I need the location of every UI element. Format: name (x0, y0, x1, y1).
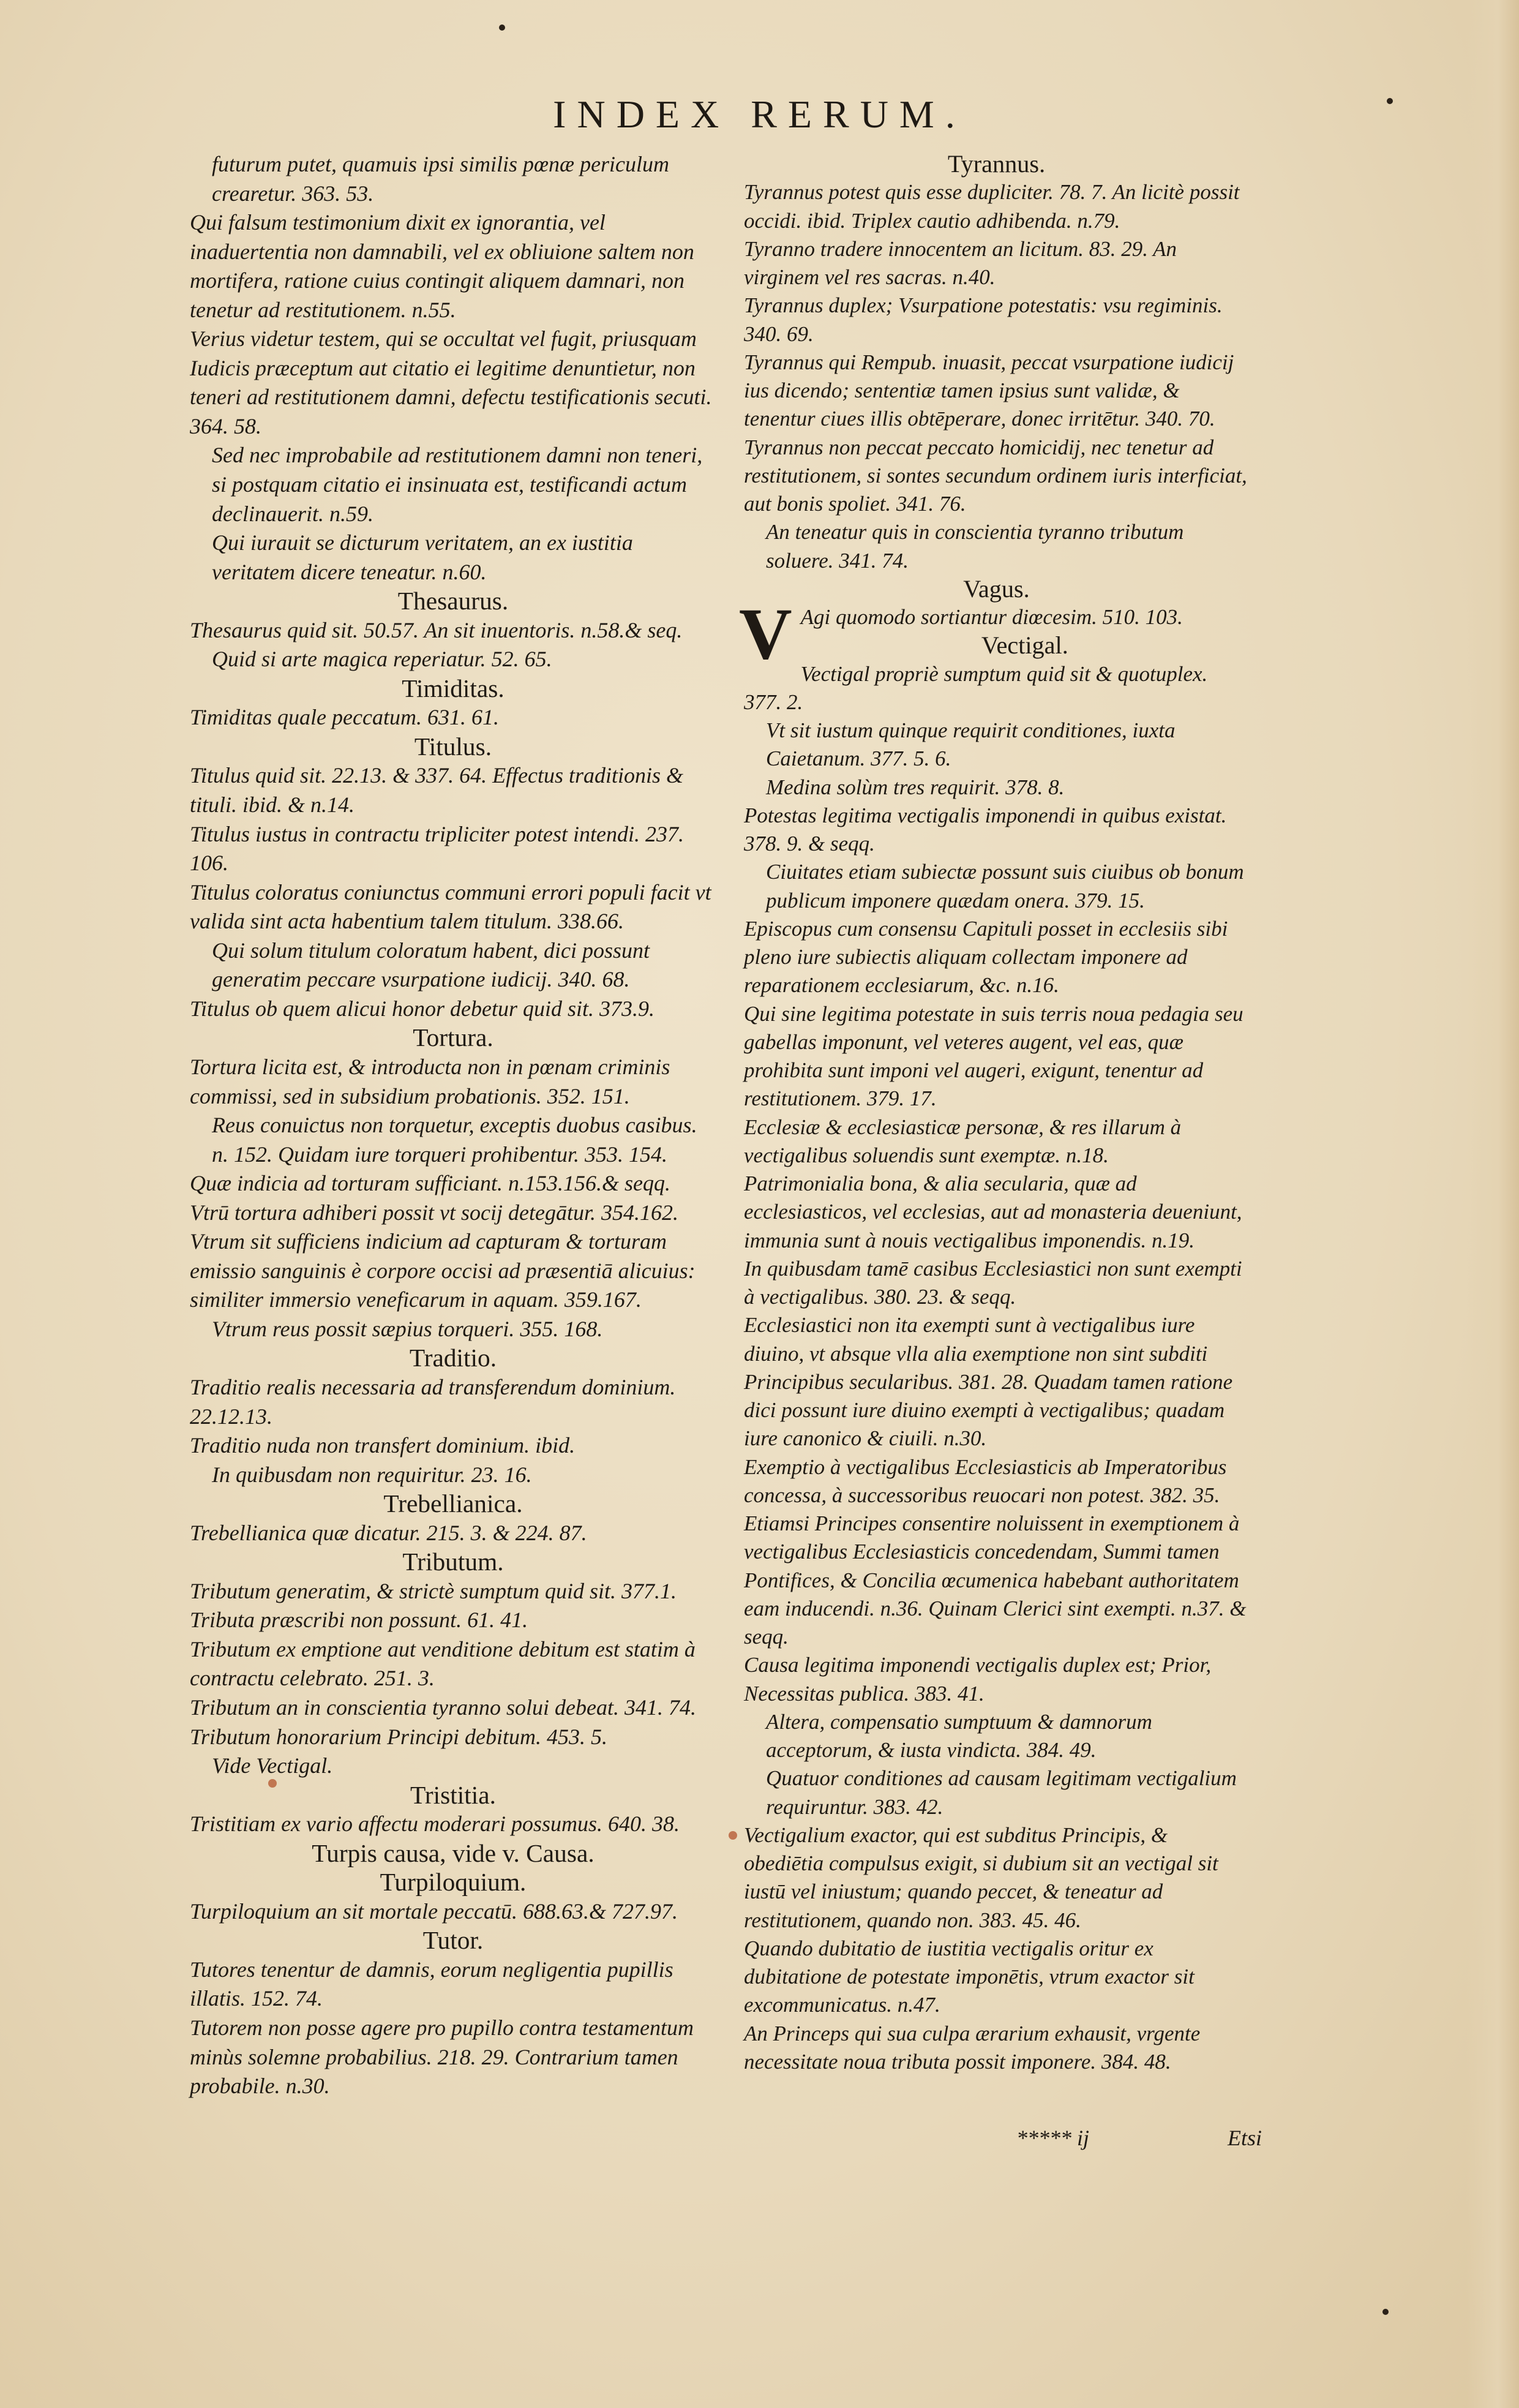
index-entry: Tributum generatim, & strictè sumptum quid sit. 377.1. (190, 1578, 677, 1603)
stain-mark (268, 1779, 277, 1788)
ink-speck (1382, 2309, 1389, 2315)
index-entry: Vtrum reus possit sæpius torqueri. 355. 168. (212, 1316, 603, 1341)
index-entry: Thesaurus quid sit. 50.57. An sit inuentoris. n.58.& seq. (190, 617, 683, 642)
index-entry: Vtrū tortura adhiberi possit vt socij detegātur. 354.162. (190, 1200, 678, 1225)
index-entry: Sed nec improbabile ad restitutionem damni non teneri, si postquam citatio ei insinuata est, testificandi actum declinauerit. n.59. (212, 443, 703, 526)
index-entry: Tyrannus potest quis esse dupliciter. 78. 7. An licitè possit occidi. ibid. Triplex cautio adhibenda. n.79. (744, 180, 1240, 233)
index-entry: In quibusdam tamē casibus Ecclesiastici non sunt exempti à vectigalibus. 380. 23. & seqq. (744, 1256, 1242, 1309)
index-heading: Tortura. (413, 1023, 493, 1052)
index-entry: Vt sit iustum quinque requirit conditiones, iuxta Caietanum. 377. 5. 6. (766, 718, 1176, 771)
index-entry: Tutores tenentur de damnis, eorum negligentia pupillis illatis. 152. 74. (190, 1957, 673, 2011)
index-entry: Altera, compensatio sumptuum & damnorum acceptorum, & iusta vindicta. 384. 49. (766, 1709, 1152, 1762)
catchword: Etsi (1228, 2126, 1262, 2150)
stain-mark (729, 1831, 737, 1840)
index-entry: An Princeps qui sua culpa ærarium exhausit, vrgente necessitate noua tributa possit imponere. 384. 48. (744, 2021, 1201, 2074)
left-column (190, 150, 716, 2101)
index-entry: Qui sine legitima potestate in suis terris noua pedagia seu gabellas imponunt, vel veteres augent, vel eas, quæ prohibita sunt imponi vel augeri, exigunt, tenentur ad restitutionem. 379. 17. (744, 1001, 1243, 1111)
index-entry: Ciuitates etiam subiectæ possunt suis ciuibus ob bonum publicum imponere quædam onera. 379. 15. (766, 860, 1244, 912)
index-heading: Vectigal. (981, 631, 1068, 660)
index-entry: Qui falsum testimonium dixit ex ignorantia, vel inaduertentia non damnabili, vel ex obliuione saltem non mortifera, ratione cuius contingit aliquem damnari, non tenetur ad restitutionem. n.55. (190, 210, 694, 322)
index-entry: Potestas legitima vectigalis imponendi in quibus existat. 378. 9. & seqq. (744, 803, 1227, 856)
index-entry: Episcopus cum consensu Capituli posset in ecclesiis sibi pleno iure subiectis aliquam collectam imponere ad reparationem ecclesiarum, &c. n.16. (744, 916, 1228, 998)
index-entry: Titulus quid sit. 22.13. & 337. 64. Effectus traditionis & tituli. ibid. & n.14. (190, 763, 684, 818)
index-entry: Qui iurauit se dicturum veritatem, an ex iustitia veritatem dicere teneatur. n.60. (212, 530, 633, 584)
index-entry: Tributum an in conscientia tyranno solui debeat. 341. 74. (190, 1695, 696, 1720)
index-entry: Ecclesiastici non ita exempti sunt à vectigalibus iure diuino, vt absque vlla alia exemptione non sint subditi Principibus secularibus. 381. 28. Quadam tamen ratione dici possunt iure diuino exempti à vectigalibus; quadam iure canonico & ciuili. n.30. (744, 1313, 1233, 1451)
index-entry: Turpiloquium an sit mortale peccatū. 688.63.& 727.97. (190, 1898, 678, 1924)
index-entry: Titulus iustus in contractu tripliciter potest intendi. 237. 106. (190, 821, 684, 876)
index-heading: Timiditas. (402, 674, 504, 702)
index-heading: Turpis causa, vide v. Causa. (312, 1838, 594, 1867)
index-entry: Vtrum sit sufficiens indicium ad capturam & torturam emissio sanguinis è corpore occisi ad præsentiā alicuius: similiter immersio veneficarum in aquam. 359.167. (190, 1229, 696, 1312)
index-entry: futurum putet, quamuis ipsi similis pœnæ periculum crearetur. 363. 53. (212, 152, 670, 206)
index-entry: Titulus coloratus coniunctus communi errori populi facit vt valida sint acta habentium talem titulum. 338.66. (190, 879, 711, 934)
index-entry: Traditio nuda non transfert dominium. ibid. (190, 1433, 576, 1458)
entry-text: Agi quomodo sortiantur diœcesim. 510. 103. (800, 605, 1183, 629)
index-entry: Patrimonialia bona, & alia secularia, quæ ad ecclesiasticos, vel ecclesias, aut ad monasteria deueniunt, immunia sunt à nouis vectigalibus imponendis. n.19. (744, 1172, 1242, 1252)
index-entry: Tributum honorarium Principi debitum. 453. 5. (190, 1724, 608, 1749)
index-entry: Quid si arte magica reperiatur. 52. 65. (212, 647, 552, 672)
index-entry: Quando dubitatio de iustitia vectigalis oritur ex dubitatione de potestate imponētis, vtrum exactor sit excommunicatus. n.47. (744, 1936, 1195, 2017)
index-heading: Tutor. (422, 1926, 484, 1955)
index-heading: Vagus. (963, 574, 1030, 603)
index-entry: Reus conuictus non torquetur, exceptis duobus casibus. n. 152. Quidam iure torqueri prohibentur. 353. 154. (212, 1113, 697, 1167)
index-entry: Tyrannus duplex; Vsurpatione potestatis: vsu regiminis. 340. 69. (744, 293, 1223, 346)
index-entry: Exemptio à vectigalibus Ecclesiasticis ab Imperatoribus concessa, à successoribus reuocari non potest. 382. 35. (744, 1454, 1227, 1507)
index-entry: Tortura licita est, & introducta non in pœnam criminis commissi, sed in subsidium probationis. 352. 151. (190, 1054, 670, 1108)
index-entry: Vectigalium exactor, qui est subditus Principis, & obediētia compulsus exigit, si dubium sit an vectigal sit iustū vel iniustum; quando peccet, & teneatur ad restitutionem, quando non. 383. 45. 46. (744, 1823, 1218, 1932)
index-entry: Tutorem non posse agere pro pupillo contra testamentum minùs solemne probabilius. 218. 29. Contrarium tamen probabile. n.30. (190, 2015, 694, 2099)
index-heading: Turpiloquium. (380, 1868, 527, 1897)
index-entry: Ecclesiæ & ecclesiasticæ personæ, & res illarum à vectigalibus soluendis sunt exemptæ. n.18. (744, 1115, 1182, 1167)
index-entry: Tristitiam ex vario affectu moderari possumus. 640. 38. (190, 1812, 680, 1837)
index-entry: Tyrannus non peccat peccato homicidij, nec tenetur ad restitutionem, si sontes secundum ordinem iuris interficiat, aut bonis spoliet. 341. 76. (744, 435, 1247, 516)
index-heading: Tyrannus. (947, 150, 1046, 178)
signature-mark: ***** ij (1016, 2126, 1090, 2150)
index-entry: Vectigal propriè sumptum quid sit & quotuplex. 377. 2. (744, 661, 1208, 714)
running-header: INDEX RERUM. (553, 92, 966, 136)
page-edge (1466, 0, 1519, 2408)
index-entry: Vide Vectigal. (212, 1753, 333, 1778)
index-entry: Tributa præscribi non possunt. 61. 41. (190, 1608, 528, 1633)
index-entry: In quibusdam non requiritur. 23. 16. (212, 1462, 532, 1487)
index-entry: Etiamsi Principes consentire noluissent in exemptionem à vectigalibus Ecclesiasticis concedendam, Summi tamen Pontifices, & Concilia œcumenica habebant authoritatem eam inducendi. n.36. Quinam Clerici sint exempti. n.37. & seqq. (744, 1511, 1247, 1649)
index-heading: Trebellianica. (383, 1489, 523, 1518)
index-entry: Tributum ex emptione aut venditione debitum est statim à contractu celebrato. 251. 3. (190, 1636, 696, 1691)
index-entry: Verius videtur testem, qui se occultat vel fugit, priusquam Iudicis præceptum aut citatio ei legitime denuntietur, non teneri ad restitutionem damni, defectu testificationis secuti. 364. 58. (190, 326, 712, 438)
index-entry: Trebellianica quæ dicatur. 215. 3. & 224. 87. (190, 1520, 587, 1545)
index-entry: Tyranno tradere innocentem an licitum. 83. 29. An virginem vel res sacras. n.40. (744, 236, 1177, 289)
index-heading: Traditio. (409, 1344, 497, 1372)
ink-speck (499, 24, 505, 31)
index-heading: Tributum. (402, 1548, 504, 1576)
index-entry: Causa legitima imponendi vectigalis duplex est; Prior, Necessitas publica. 383. 41. (744, 1653, 1212, 1706)
right-column (739, 150, 1249, 2076)
index-entry: Quatuor conditiones ad causam legitimam vectigalium requiruntur. 383. 42. (766, 1766, 1237, 1819)
drop-cap: V (739, 593, 792, 674)
index-entry: Tyrannus qui Rempub. inuasit, peccat vsurpatione iudicij ius dicendo; sententiæ tamen ipsius sunt validæ, & tenentur ciues illis obtēperare, donec irritētur. 340. 70. (744, 350, 1234, 431)
index-entry: Timiditas quale peccatum. 631. 61. (190, 705, 499, 730)
index-entry: Qui solum titulum coloratum habent, dici possunt generatim peccare vsurpatione iudicij. 340. 68. (212, 938, 650, 992)
index-heading: Titulus. (414, 732, 492, 761)
index-entry: Quæ indicia ad torturam sufficiant. n.153.156.& seqq. (190, 1171, 671, 1196)
index-entry: Medina solùm tres requirit. 378. 8. (766, 775, 1065, 799)
index-entry: Traditio realis necessaria ad transferendum dominium. 22.12.13. (190, 1374, 676, 1429)
ink-speck (1387, 98, 1393, 104)
index-entry: An teneatur quis in conscientia tyranno tributum soluere. 341. 74. (766, 520, 1184, 573)
index-heading: Tristitia. (410, 1780, 496, 1809)
index-heading: Thesaurus. (397, 587, 509, 615)
index-entry: Titulus ob quem alicui honor debetur quid sit. 373.9. (190, 996, 655, 1021)
